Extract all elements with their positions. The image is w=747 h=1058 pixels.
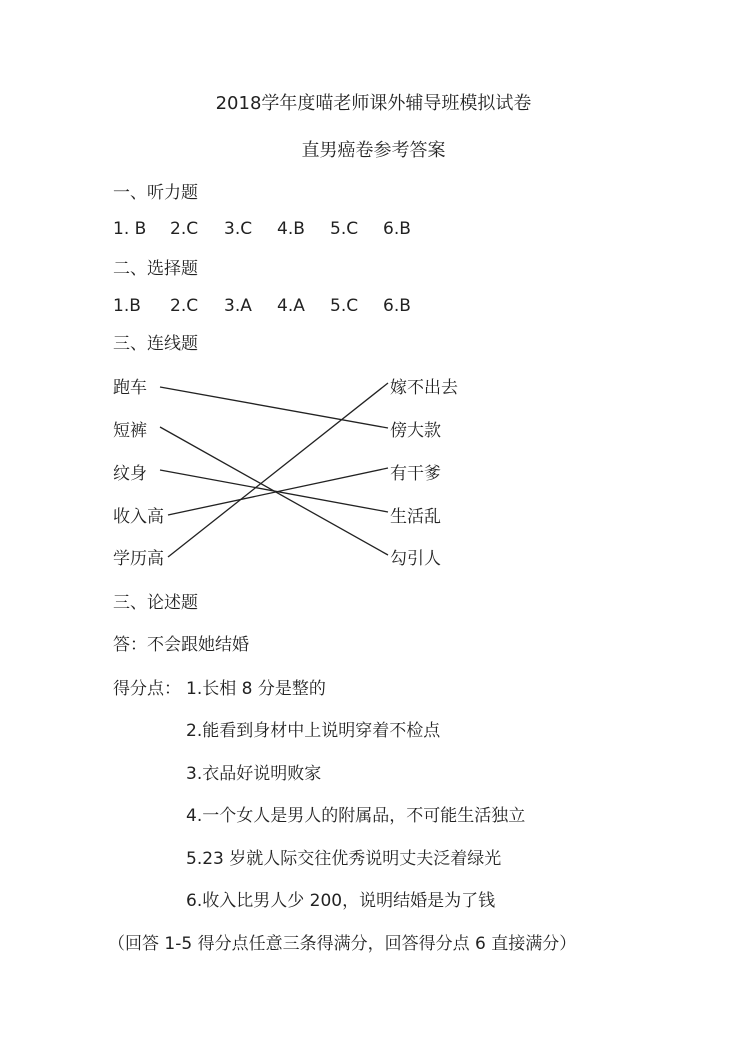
matching-right-item: 勾引人 bbox=[390, 549, 441, 569]
matching-left-item: 学历高 bbox=[113, 549, 164, 569]
scoring-point: 5.23 岁就人际交往优秀说明丈夫泛着绿光 bbox=[186, 849, 502, 869]
matching-right-item: 傍大款 bbox=[390, 421, 441, 441]
section-matching-heading: 三、连线题 bbox=[113, 334, 198, 354]
matching-right-item: 嫁不出去 bbox=[390, 378, 458, 398]
section-essay-heading: 三、论述题 bbox=[113, 593, 198, 613]
scoring-point: 3.衣品好说明败家 bbox=[186, 764, 322, 784]
choice-answer: 2.C bbox=[170, 296, 199, 316]
choice-answer: 5.C bbox=[330, 296, 359, 316]
scoring-point: 4.一个女人是男人的附属品，不可能生活独立 bbox=[186, 806, 526, 826]
page-title: 2018学年度喵老师课外辅导班模拟试卷 bbox=[215, 93, 532, 114]
scoring-point: 2.能看到身材中上说明穿着不检点 bbox=[186, 721, 441, 741]
page-subtitle: 直男癌卷参考答案 bbox=[301, 140, 446, 161]
listening-answer: 6.B bbox=[383, 219, 411, 239]
scoring-note: （回答 1-5 得分点任意三条得满分，回答得分点 6 直接满分） bbox=[108, 934, 577, 954]
matching-left-item: 纹身 bbox=[113, 464, 147, 484]
listening-answer: 2.C bbox=[170, 219, 199, 239]
listening-answer: 5.C bbox=[330, 219, 359, 239]
matching-line bbox=[160, 387, 388, 428]
matching-left-item: 短裤 bbox=[113, 421, 147, 441]
choice-answer: 3.A bbox=[224, 296, 252, 316]
scoring-point: 1.长相 8 分是整的 bbox=[186, 679, 326, 699]
section-listening-heading: 一、听力题 bbox=[113, 183, 198, 203]
choice-answer: 1.B bbox=[113, 296, 141, 316]
section-choice-heading: 二、选择题 bbox=[113, 259, 198, 279]
essay-answer: 答：不会跟她结婚 bbox=[113, 635, 249, 655]
choice-answer: 4.A bbox=[277, 296, 305, 316]
scoring-point: 6.收入比男人少 200，说明结婚是为了钱 bbox=[186, 891, 496, 911]
matching-line bbox=[168, 468, 388, 515]
matching-line bbox=[168, 383, 388, 557]
listening-answer: 1. B bbox=[113, 219, 147, 239]
listening-answer: 3.C bbox=[224, 219, 253, 239]
matching-left-item: 跑车 bbox=[113, 378, 147, 398]
matching-right-item: 生活乱 bbox=[390, 507, 441, 527]
choice-answer: 6.B bbox=[383, 296, 411, 316]
matching-line bbox=[160, 470, 388, 512]
matching-left-item: 收入高 bbox=[113, 507, 164, 527]
listening-answer: 4.B bbox=[277, 219, 305, 239]
matching-right-item: 有干爹 bbox=[390, 464, 441, 484]
scoring-points-label: 得分点： bbox=[113, 679, 181, 699]
